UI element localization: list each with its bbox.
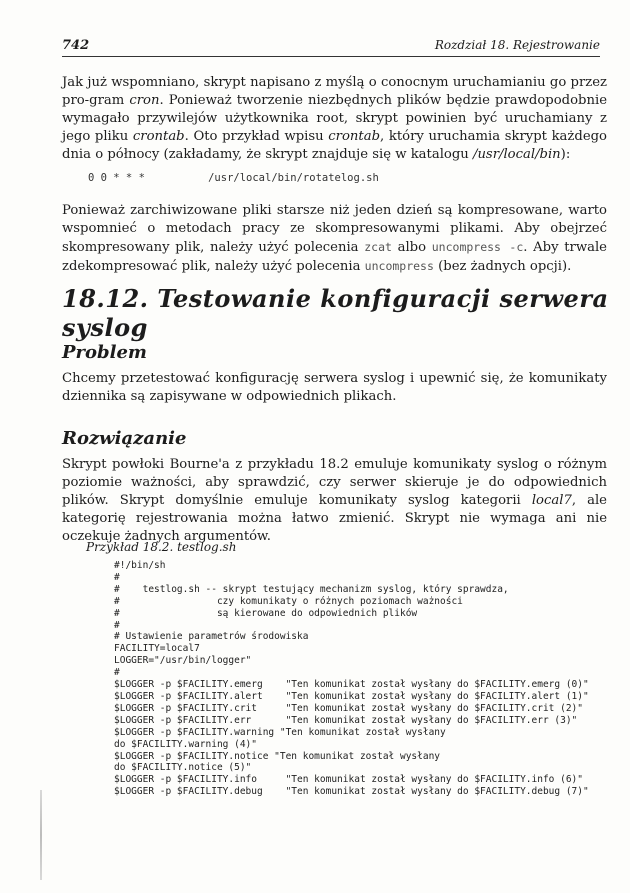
- solution-heading: Rozwiązanie: [62, 428, 187, 449]
- binding-edge-mark: [40, 790, 42, 880]
- crontab-term: crontab: [132, 129, 185, 144]
- intro-paragraph: Jak już wspomniano, skrypt napisano z myślą o conocnym uruchamianiu go przez pro-gram cron. Ponieważ tworzenie niezbędnych plików będzie prawdopodobnie wymagało przywilejów użytkownika root, skrypt powinien być uruchamiany z jego pliku crontab. Oto przykład wpisu crontab, który uruchamia skrypt każdego dnia o północy (zakładamy, że skrypt znajduje się w katalogu /usr/local/bin):: [62, 75, 607, 162]
- header-rule: [62, 56, 600, 57]
- problem-heading: Problem: [62, 342, 147, 363]
- uncompress-c-command: uncompress -c: [431, 240, 524, 254]
- crontab-term-2: crontab: [328, 129, 381, 144]
- zcat-command: zcat: [364, 240, 392, 254]
- cron-term: cron: [129, 93, 160, 108]
- uncompress-command: uncompress: [364, 259, 434, 273]
- code-listing: #!/bin/sh # # testlog.sh -- skrypt testujący mechanizm syslog, który sprawdza, # czy komunikaty o różnych poziomach ważności # są kierowane do odpowiednich plików # # Ustawienie parametrów środowiska FACILITY=local7 LOGGER="/usr/bin/logger" # $LOGGER -p $FACILITY.emerg "Ten komunikat został wysłany do $FACILITY.emerg (0)" $LOGGER -p $FACILITY.alert "Ten komunikat został wysłany do $FACILITY.alert (1)" $LOGGER -p $FACILITY.crit "Ten komunikat został wysłany do $FACILITY.crit (2)" $LOGGER -p $FACILITY.err "Ten komunikat został wysłany do $FACILITY.err (3)" $LOGGER -p $FACILITY.warning "Ten komunikat został wysłany do $FACILITY.warning (4)" $LOGGER -p $FACILITY.notice "Ten komunikat został wysłany do $FACILITY.notice (5)" $LOGGER -p $FACILITY.info "Ten komunikat został wysłany do $FACILITY.info (6)" $LOGGER -p $FACILITY.debug "Ten komunikat został wysłany do $FACILITY.debug (7)": [114, 560, 589, 798]
- path-term: /usr/local/bin: [473, 147, 561, 162]
- solution-paragraph: Skrypt powłoki Bourne'a z przykładu 18.2 emuluje komunikaty syslog o różnym poziomie ważności, aby sprawdzić, czy serwer skieruje je do odpowiednich plików. Skrypt domyślnie emuluje komunikaty syslog kategorii local7, ale kategorię rejestrowania można łatwo zmienić. Skrypt nie wymaga ani nie oczekuje żadnych argumentów.: [62, 457, 607, 544]
- running-header: [62, 38, 600, 56]
- crontab-entry: 0 0 * * * /usr/local/bin/rotatelog.sh: [88, 172, 379, 184]
- example-caption: Przykład 18.2. testlog.sh: [86, 540, 237, 554]
- section-title: 18.12. Testowanie konfiguracji serwera syslog: [62, 284, 609, 342]
- example-filename: testlog.sh: [177, 540, 237, 554]
- problem-paragraph: Chcemy przetestować konfigurację serwera syslog i upewnić się, że komunikaty dziennika są zapisywane w odpowiednich plikach.: [62, 371, 607, 404]
- local7-term: local7: [531, 493, 572, 508]
- page-number: 742: [62, 38, 90, 53]
- chapter-title: Rozdział 18. Rejestrowanie: [434, 38, 600, 52]
- archive-paragraph: Ponieważ zarchiwizowane pliki starsze niż jeden dzień są kompresowane, warto wspomnieć o metodach pracy ze skompresowanymi plikami. Aby obejrzeć skompresowany plik, należy użyć polecenia zcat albo uncompress -c. Aby trwale zdekompresować plik, należy użyć polecenia uncompress (bez żadnych opcji).: [62, 203, 607, 274]
